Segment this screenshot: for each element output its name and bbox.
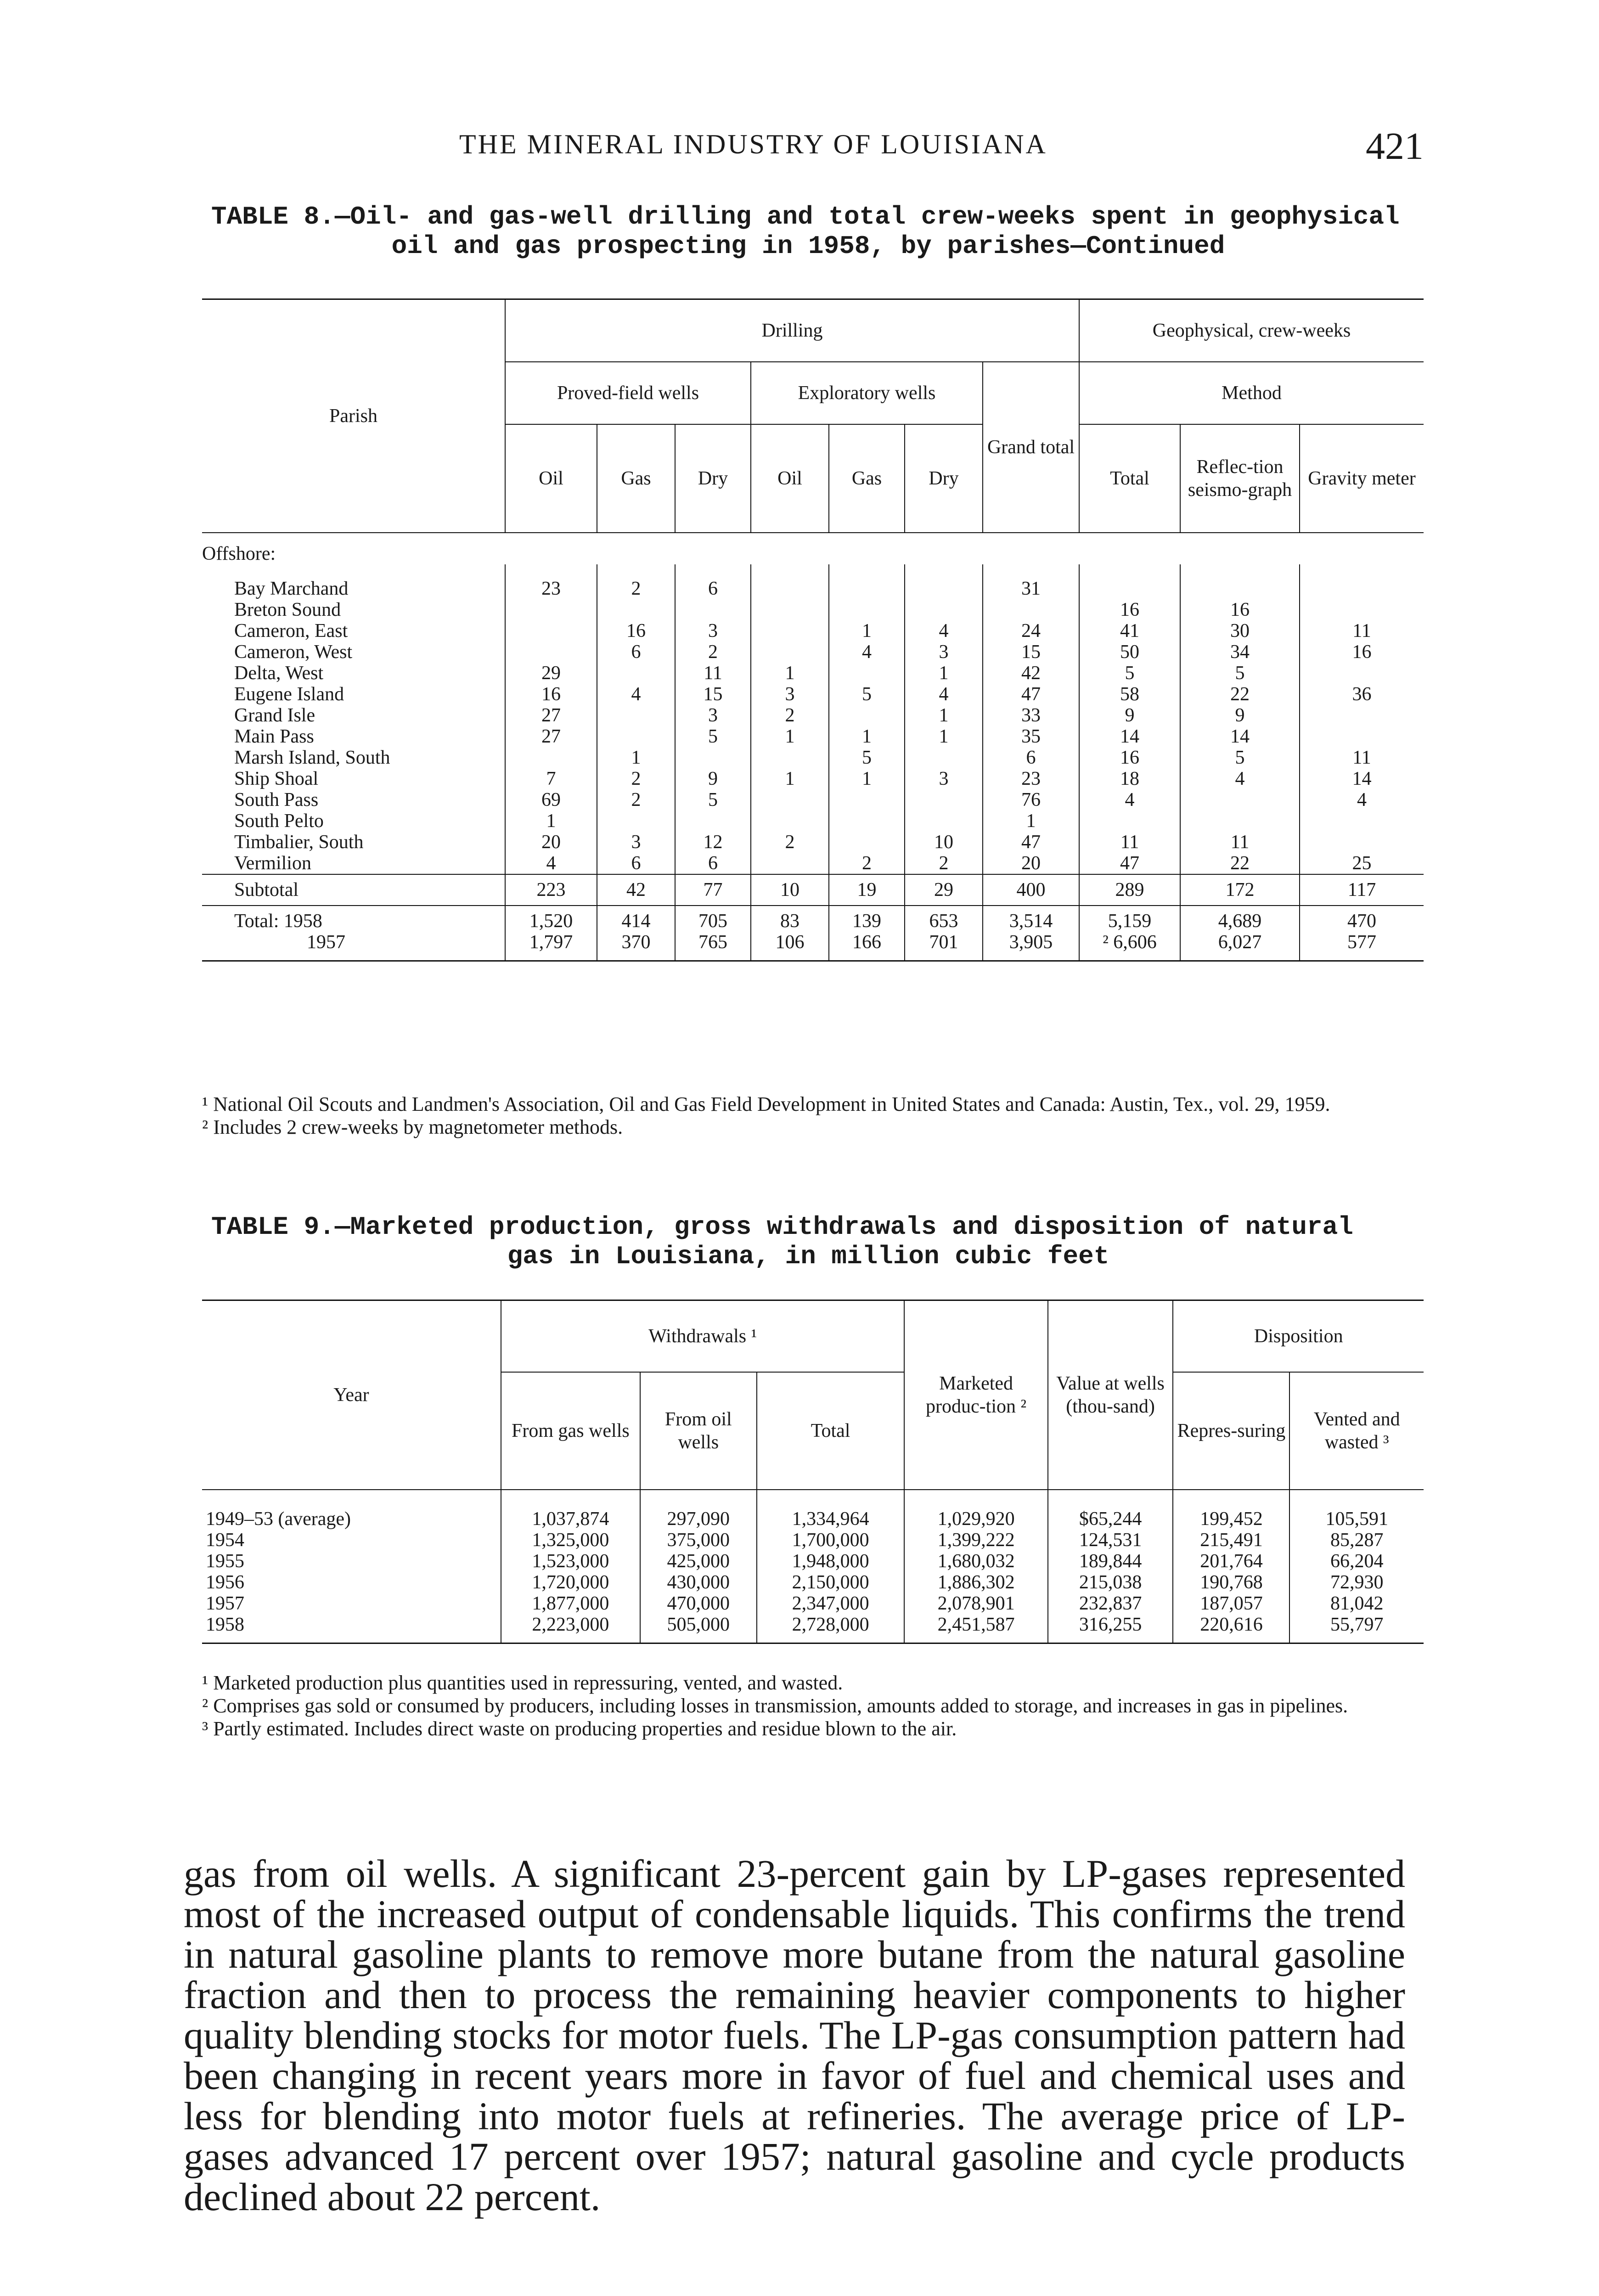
table-row xyxy=(202,1614,1424,1643)
table-cell: 5 xyxy=(675,726,751,747)
table-cell: 1 xyxy=(829,726,905,747)
parish-name: Marsh Island, South xyxy=(234,747,390,768)
table-cell xyxy=(751,789,829,810)
table-cell: 10 xyxy=(905,832,983,853)
table-cell: 4 xyxy=(597,684,675,705)
table-cell: 22 xyxy=(1180,853,1300,874)
header-exploratory: Exploratory wells xyxy=(751,362,983,424)
table-cell: 14 xyxy=(1300,768,1424,789)
header-reflection: Reflec-tion seismo-graph xyxy=(1180,424,1300,533)
table-cell xyxy=(1300,564,1424,599)
table-cell: 189,844 xyxy=(1048,1551,1173,1572)
table-cell xyxy=(829,564,905,599)
table-cell: 1 xyxy=(597,747,675,768)
table-cell: 6 xyxy=(675,564,751,599)
table-cell xyxy=(675,599,751,620)
table-cell: 1,877,000 xyxy=(501,1593,640,1614)
total-cell: 4,689 6,027 xyxy=(1180,906,1300,961)
table-cell: 16 xyxy=(1079,747,1180,768)
table-cell: 1 xyxy=(829,768,905,789)
table9 xyxy=(202,1300,1424,1644)
header-proved-field: Proved-field wells xyxy=(505,362,751,424)
table-cell: 58 xyxy=(1079,684,1180,705)
year-label: 1956 xyxy=(206,1572,244,1593)
table-cell: 470,000 xyxy=(640,1593,757,1614)
table-cell: 11 xyxy=(1300,620,1424,642)
header-year: Year xyxy=(202,1300,501,1490)
table-row xyxy=(202,705,1424,726)
table-row xyxy=(202,1490,1424,1530)
total-cell: 3,514 3,905 xyxy=(983,906,1079,961)
parish-name: Grand Isle xyxy=(234,705,315,726)
table-cell: 190,768 xyxy=(1173,1572,1289,1593)
table-cell: 14 xyxy=(1079,726,1180,747)
table-cell: 16 xyxy=(505,684,597,705)
table-cell: 199,452 xyxy=(1173,1490,1289,1530)
table-cell: 4 xyxy=(1300,789,1424,810)
table-cell: 2,223,000 xyxy=(501,1614,640,1643)
table-cell: 7 xyxy=(505,768,597,789)
header-proved-gas: Gas xyxy=(597,424,675,533)
table-cell xyxy=(751,642,829,663)
parish-name: Bay Marchand xyxy=(234,578,349,599)
subtotal-cell: 289 xyxy=(1079,874,1180,906)
table-cell xyxy=(597,599,675,620)
table-cell: 4 xyxy=(829,642,905,663)
table-cell: 2,078,901 xyxy=(904,1593,1047,1614)
table-cell: 4 xyxy=(905,620,983,642)
header-gravity: Gravity meter xyxy=(1300,424,1424,533)
table-cell: 2 xyxy=(751,832,829,853)
parish-name: Eugene Island xyxy=(234,684,344,705)
table-cell: 66,204 xyxy=(1289,1551,1424,1572)
table-cell xyxy=(829,705,905,726)
table-cell: 12 xyxy=(675,832,751,853)
table-cell xyxy=(505,747,597,768)
total-word: Total: xyxy=(234,911,279,932)
table-cell xyxy=(905,747,983,768)
table-cell: 4 xyxy=(505,853,597,874)
total-cell: 414 370 xyxy=(597,906,675,961)
table-row xyxy=(202,663,1424,684)
parish-name: Cameron, West xyxy=(234,642,353,663)
table8 xyxy=(202,298,1424,962)
table-cell: 316,255 xyxy=(1048,1614,1173,1643)
table-cell: 1,680,032 xyxy=(904,1551,1047,1572)
header-grand-total: Grand total xyxy=(983,362,1079,533)
table-cell: 2 xyxy=(751,705,829,726)
offshore-label: Offshore: xyxy=(202,543,276,564)
parish-name: South Pass xyxy=(234,789,319,810)
table-cell xyxy=(983,599,1079,620)
table-cell: 215,491 xyxy=(1173,1530,1289,1551)
header-geophysical: Geophysical, crew-weeks xyxy=(1079,299,1424,362)
header-drilling: Drilling xyxy=(505,299,1079,362)
header-proved-dry: Dry xyxy=(675,424,751,533)
table-cell xyxy=(829,810,905,832)
table-cell: 1,399,222 xyxy=(904,1530,1047,1551)
table-row xyxy=(202,642,1424,663)
total-cell: 5,159 ² 6,606 xyxy=(1079,906,1180,961)
table-cell: 3 xyxy=(597,832,675,853)
table-cell: 16 xyxy=(1180,599,1300,620)
table-cell: 35 xyxy=(983,726,1079,747)
table-cell xyxy=(1180,789,1300,810)
table-cell: 1,037,874 xyxy=(501,1490,640,1530)
table-cell xyxy=(1300,599,1424,620)
table-cell: 2 xyxy=(675,642,751,663)
table-cell: 4 xyxy=(905,684,983,705)
parish-name: Breton Sound xyxy=(234,599,341,620)
table-cell xyxy=(905,789,983,810)
table9-footnote-2: ² Comprises gas sold or consumed by producers, including losses in transmission, amounts added to storage, and increases in gas in pipelines. xyxy=(202,1694,1348,1717)
table9-footnote-3: ³ Partly estimated. Includes direct waste on producing properties and residue blown to the air. xyxy=(202,1717,957,1740)
parish-name: Timbalier, South xyxy=(234,832,364,853)
table8-caption-line1: TABLE 8.—Oil- and gas-well drilling and total crew-weeks spent in geophysical xyxy=(211,202,1400,231)
table-cell: 187,057 xyxy=(1173,1593,1289,1614)
table-cell: $65,244 xyxy=(1048,1490,1173,1530)
table-cell xyxy=(505,642,597,663)
table-cell: 2 xyxy=(597,564,675,599)
table-row xyxy=(202,789,1424,810)
header-proved-oil: Oil xyxy=(505,424,597,533)
total-cell: 139 166 xyxy=(829,906,905,961)
table-cell xyxy=(905,564,983,599)
table-cell: 3 xyxy=(905,768,983,789)
table-cell xyxy=(1079,564,1180,599)
table-cell xyxy=(751,620,829,642)
table-cell xyxy=(751,853,829,874)
table-cell: 15 xyxy=(983,642,1079,663)
table-cell: 18 xyxy=(1079,768,1180,789)
table-cell: 2 xyxy=(829,853,905,874)
subtotal-cell: 77 xyxy=(675,874,751,906)
header-expl-gas: Gas xyxy=(829,424,905,533)
table-cell: 6 xyxy=(983,747,1079,768)
document-page xyxy=(184,0,1424,2296)
table-row xyxy=(202,768,1424,789)
header-vented-wasted: Vented and wasted ³ xyxy=(1289,1372,1424,1490)
table-cell: 25 xyxy=(1300,853,1424,874)
table-cell xyxy=(829,599,905,620)
table-cell: 1 xyxy=(905,726,983,747)
table-row xyxy=(202,832,1424,853)
header-value-at-wells: Value at wells (thou-sand) xyxy=(1048,1300,1173,1490)
table-cell: 201,764 xyxy=(1173,1551,1289,1572)
table-cell: 3 xyxy=(905,642,983,663)
subtotal-label: Subtotal xyxy=(202,874,505,906)
table-cell: 47 xyxy=(983,832,1079,853)
table-cell xyxy=(751,810,829,832)
table-cell: 27 xyxy=(505,726,597,747)
table-row xyxy=(202,564,1424,599)
table-cell: 50 xyxy=(1079,642,1180,663)
table-cell: 1,720,000 xyxy=(501,1572,640,1593)
table-cell xyxy=(505,620,597,642)
table-cell: 6 xyxy=(675,853,751,874)
table-cell: 220,616 xyxy=(1173,1614,1289,1643)
parish-name: Ship Shoal xyxy=(234,768,319,789)
subtotal-cell: 42 xyxy=(597,874,675,906)
table-cell: 36 xyxy=(1300,684,1424,705)
table-row xyxy=(202,810,1424,832)
table-cell: 24 xyxy=(983,620,1079,642)
total-year-1957: 1957 xyxy=(307,932,345,953)
table-cell: 1,334,964 xyxy=(757,1490,905,1530)
table-cell xyxy=(905,810,983,832)
table-cell: 27 xyxy=(505,705,597,726)
header-withdrawals: Withdrawals ¹ xyxy=(501,1300,904,1373)
table-cell: 6 xyxy=(597,853,675,874)
subtotal-cell: 29 xyxy=(905,874,983,906)
header-geo-total: Total xyxy=(1079,424,1180,533)
table-cell: 2,150,000 xyxy=(757,1572,905,1593)
table-cell: 5 xyxy=(1079,663,1180,684)
table-cell: 1,700,000 xyxy=(757,1530,905,1551)
total-cell: 653 701 xyxy=(905,906,983,961)
table8-footnote-1: ¹ National Oil Scouts and Landmen's Association, Oil and Gas Field Development in United States and Canada: Austin, Tex., vol. 29, 1959. xyxy=(202,1093,1330,1115)
table-cell: 20 xyxy=(983,853,1079,874)
table-cell: 15 xyxy=(675,684,751,705)
table-cell: 23 xyxy=(505,564,597,599)
table-cell xyxy=(829,663,905,684)
table-cell: 9 xyxy=(675,768,751,789)
parish-name: Delta, West xyxy=(234,663,324,684)
table-cell xyxy=(1079,810,1180,832)
table8-footnotes xyxy=(202,1093,1424,1139)
table-cell xyxy=(751,564,829,599)
table-cell: 1 xyxy=(905,705,983,726)
table-cell xyxy=(905,599,983,620)
table-cell xyxy=(1300,832,1424,853)
table-cell: 6 xyxy=(597,642,675,663)
total-cell: 705 765 xyxy=(675,906,751,961)
table-cell: 1,886,302 xyxy=(904,1572,1047,1593)
table-cell: 2,347,000 xyxy=(757,1593,905,1614)
running-title: THE MINERAL INDUSTRY OF LOUISIANA xyxy=(459,129,1047,159)
table-cell: 2,451,587 xyxy=(904,1614,1047,1643)
total-label xyxy=(202,906,505,961)
header-withdrawals-total: Total xyxy=(757,1372,905,1490)
table-row xyxy=(202,620,1424,642)
table-cell: 3 xyxy=(675,620,751,642)
table-cell xyxy=(1300,663,1424,684)
subtotal-cell: 223 xyxy=(505,874,597,906)
table-cell: 55,797 xyxy=(1289,1614,1424,1643)
table-cell xyxy=(675,810,751,832)
table-cell xyxy=(751,599,829,620)
table-cell xyxy=(829,789,905,810)
year-label: 1949–53 (average) xyxy=(206,1508,351,1530)
header-expl-oil: Oil xyxy=(751,424,829,533)
parish-name: Main Pass xyxy=(234,726,314,747)
total-cell: 83 106 xyxy=(751,906,829,961)
table-cell: 72,930 xyxy=(1289,1572,1424,1593)
table8-caption-line2: oil and gas prospecting in 1958, by parishes—Continued xyxy=(391,231,1225,261)
total-cell: 470 577 xyxy=(1300,906,1424,961)
table-cell: 430,000 xyxy=(640,1572,757,1593)
body-paragraph: gas from oil wells. A significant 23-percent gain by LP-gases represented most of the increased output of condensable liquids. This confirms the trend in natural gasoline plants to remove more butane from the natural gasoline fraction and then to process the remaining heavier components to higher quality blending stocks for motor fuels. The LP-gas consumption pattern had been changing in recent years more in favor of fuel and chemical uses and less for blending into motor fuels at refineries. The average price of LP-gases advanced 17 percent over 1957; natural gasoline and cycle products declined about 22 percent. xyxy=(184,1851,1405,2219)
table-cell: 1 xyxy=(751,663,829,684)
table-cell: 16 xyxy=(597,620,675,642)
running-header xyxy=(184,124,1424,170)
table-cell: 375,000 xyxy=(640,1530,757,1551)
table-cell: 505,000 xyxy=(640,1614,757,1643)
page-number: 421 xyxy=(1366,125,1424,168)
table-cell xyxy=(1300,726,1424,747)
table-cell: 11 xyxy=(675,663,751,684)
table-cell: 5 xyxy=(675,789,751,810)
table-cell xyxy=(675,747,751,768)
table-cell: 2 xyxy=(597,768,675,789)
table-cell: 4 xyxy=(1180,768,1300,789)
header-expl-dry: Dry xyxy=(905,424,983,533)
table-cell: 215,038 xyxy=(1048,1572,1173,1593)
table-cell: 11 xyxy=(1300,747,1424,768)
table-row xyxy=(202,726,1424,747)
table-cell: 5 xyxy=(829,684,905,705)
subtotal-cell: 19 xyxy=(829,874,905,906)
table-cell xyxy=(597,663,675,684)
table-row xyxy=(202,747,1424,768)
table9-caption xyxy=(211,1212,1405,1271)
year-label: 1958 xyxy=(206,1614,244,1635)
table-cell: 1,029,920 xyxy=(904,1490,1047,1530)
table-cell: 1 xyxy=(905,663,983,684)
table-cell: 14 xyxy=(1180,726,1300,747)
table-cell: 124,531 xyxy=(1048,1530,1173,1551)
subtotal-cell: 400 xyxy=(983,874,1079,906)
table-cell: 85,287 xyxy=(1289,1530,1424,1551)
table-cell xyxy=(505,599,597,620)
table-cell xyxy=(1180,810,1300,832)
table-cell: 81,042 xyxy=(1289,1593,1424,1614)
header-method: Method xyxy=(1079,362,1424,424)
table-cell: 9 xyxy=(1180,705,1300,726)
table-cell: 2 xyxy=(905,853,983,874)
table-cell xyxy=(751,747,829,768)
header-marketed-production: Marketed produc-tion ² xyxy=(904,1300,1047,1490)
table-row xyxy=(202,1530,1424,1551)
year-label: 1955 xyxy=(206,1551,244,1572)
table-row xyxy=(202,853,1424,874)
table9-footnotes xyxy=(202,1671,1424,1740)
table-cell: 105,591 xyxy=(1289,1490,1424,1530)
table-cell: 11 xyxy=(1180,832,1300,853)
table-row xyxy=(202,1572,1424,1593)
table-row xyxy=(202,1593,1424,1614)
table-cell xyxy=(597,705,675,726)
total-cell: 1,520 1,797 xyxy=(505,906,597,961)
table-cell: 42 xyxy=(983,663,1079,684)
parish-name: Vermilion xyxy=(234,853,311,874)
table-cell: 1 xyxy=(829,620,905,642)
table-cell xyxy=(1180,564,1300,599)
table-cell: 30 xyxy=(1180,620,1300,642)
table-cell: 5 xyxy=(1180,663,1300,684)
table-cell: 47 xyxy=(1079,853,1180,874)
parish-name: Cameron, East xyxy=(234,620,348,642)
table-cell: 3 xyxy=(675,705,751,726)
table-cell: 425,000 xyxy=(640,1551,757,1572)
table-cell: 297,090 xyxy=(640,1490,757,1530)
table9-caption-line2: gas in Louisiana, in million cubic feet xyxy=(507,1242,1109,1271)
header-from-oil-wells: From oil wells xyxy=(640,1372,757,1490)
subtotal-cell: 117 xyxy=(1300,874,1424,906)
table-cell xyxy=(1300,705,1424,726)
table-cell: 20 xyxy=(505,832,597,853)
table-cell: 9 xyxy=(1079,705,1180,726)
table-cell: 1 xyxy=(983,810,1079,832)
table-cell: 4 xyxy=(1079,789,1180,810)
table-cell: 69 xyxy=(505,789,597,810)
subtotal-cell: 10 xyxy=(751,874,829,906)
table-cell: 16 xyxy=(1300,642,1424,663)
table-cell: 1,948,000 xyxy=(757,1551,905,1572)
table-cell: 34 xyxy=(1180,642,1300,663)
header-from-gas-wells: From gas wells xyxy=(501,1372,640,1490)
table-cell xyxy=(597,726,675,747)
table-cell: 1 xyxy=(751,726,829,747)
year-label: 1957 xyxy=(206,1593,244,1614)
table-cell: 41 xyxy=(1079,620,1180,642)
table9-footnote-1: ¹ Marketed production plus quantities used in repressuring, vented, and wasted. xyxy=(202,1671,843,1694)
table-cell: 1,325,000 xyxy=(501,1530,640,1551)
table-row xyxy=(202,599,1424,620)
table-cell xyxy=(597,810,675,832)
subtotal-cell: 172 xyxy=(1180,874,1300,906)
year-label: 1954 xyxy=(206,1530,244,1551)
table-cell: 47 xyxy=(983,684,1079,705)
table-cell: 31 xyxy=(983,564,1079,599)
table-cell: 2 xyxy=(597,789,675,810)
table-cell: 5 xyxy=(829,747,905,768)
table-cell: 16 xyxy=(1079,599,1180,620)
header-disposition: Disposition xyxy=(1173,1300,1424,1373)
table-cell: 76 xyxy=(983,789,1079,810)
table-cell: 33 xyxy=(983,705,1079,726)
table8-footnote-2: ² Includes 2 crew-weeks by magnetometer methods. xyxy=(202,1116,623,1138)
header-repressuring: Repres-suring xyxy=(1173,1372,1289,1490)
table-cell: 232,837 xyxy=(1048,1593,1173,1614)
table-cell: 23 xyxy=(983,768,1079,789)
table-cell: 22 xyxy=(1180,684,1300,705)
table-cell xyxy=(1300,810,1424,832)
table-row xyxy=(202,684,1424,705)
table9-caption-line1: TABLE 9.—Marketed production, gross withdrawals and disposition of natural xyxy=(211,1212,1353,1242)
table-cell xyxy=(829,832,905,853)
table-cell: 2,728,000 xyxy=(757,1614,905,1643)
header-parish: Parish xyxy=(202,299,505,533)
table-cell: 29 xyxy=(505,663,597,684)
table-row xyxy=(202,1551,1424,1572)
table-cell: 1 xyxy=(751,768,829,789)
table-cell: 11 xyxy=(1079,832,1180,853)
table-cell: 1 xyxy=(505,810,597,832)
table-cell: 5 xyxy=(1180,747,1300,768)
table8-caption xyxy=(211,202,1405,261)
total-year-1958: 1958 xyxy=(283,911,322,932)
table-cell: 1,523,000 xyxy=(501,1551,640,1572)
table-cell: 3 xyxy=(751,684,829,705)
parish-name: South Pelto xyxy=(234,810,324,832)
